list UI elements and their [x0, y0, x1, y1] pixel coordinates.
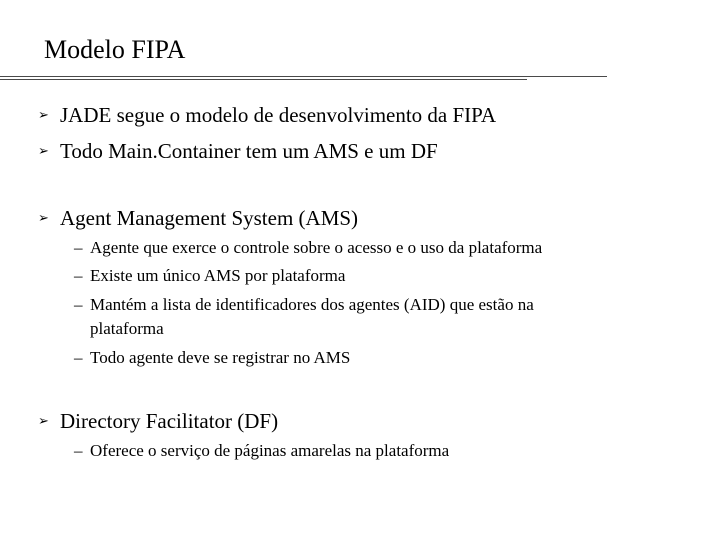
- bullet-main-container: [38, 138, 438, 165]
- subitem-text: Todo agente deve se registrar no AMS: [90, 348, 351, 367]
- dash-marker: –: [74, 295, 83, 314]
- bullet-jade-fipa: [38, 102, 496, 129]
- title-underline-top: [0, 76, 607, 77]
- bullet-ams: [38, 205, 358, 232]
- arrow-bullet-icon: ➢: [38, 144, 49, 159]
- subitem-text: Existe um único AMS por plataforma: [90, 266, 346, 285]
- arrow-bullet-icon: ➢: [38, 414, 49, 429]
- bullet-df: [38, 408, 278, 435]
- bullet-text: Todo Main.Container tem um AMS e um DF: [60, 139, 438, 163]
- subitem-text: Oferece o serviço de páginas amarelas na plataforma: [90, 441, 450, 460]
- ams-subitem: [74, 294, 534, 316]
- dash-marker: –: [74, 238, 83, 257]
- subitem-text: Mantém a lista de identificadores dos agentes (AID) que estão na: [90, 295, 534, 314]
- bullet-text: Agent Management System (AMS): [60, 206, 359, 230]
- arrow-bullet-icon: ➢: [38, 108, 49, 123]
- ams-subitem: [74, 347, 350, 369]
- ams-subitem-continuation: plataforma: [90, 319, 164, 338]
- arrow-bullet-icon: ➢: [38, 211, 49, 226]
- df-subitem: [74, 440, 449, 462]
- slide-title: Modelo FIPA: [44, 35, 186, 64]
- dash-marker: –: [74, 348, 83, 367]
- ams-subitem: [74, 265, 345, 287]
- dash-marker: –: [74, 266, 83, 285]
- ams-subitem: [74, 237, 542, 259]
- subitem-text: Agente que exerce o controle sobre o acesso e o uso da plataforma: [90, 238, 543, 257]
- bullet-text: Directory Facilitator (DF): [60, 409, 279, 433]
- bullet-text: JADE segue o modelo de desenvolvimento da FIPA: [60, 103, 497, 127]
- dash-marker: –: [74, 441, 83, 460]
- title-underline-bottom: [0, 79, 527, 80]
